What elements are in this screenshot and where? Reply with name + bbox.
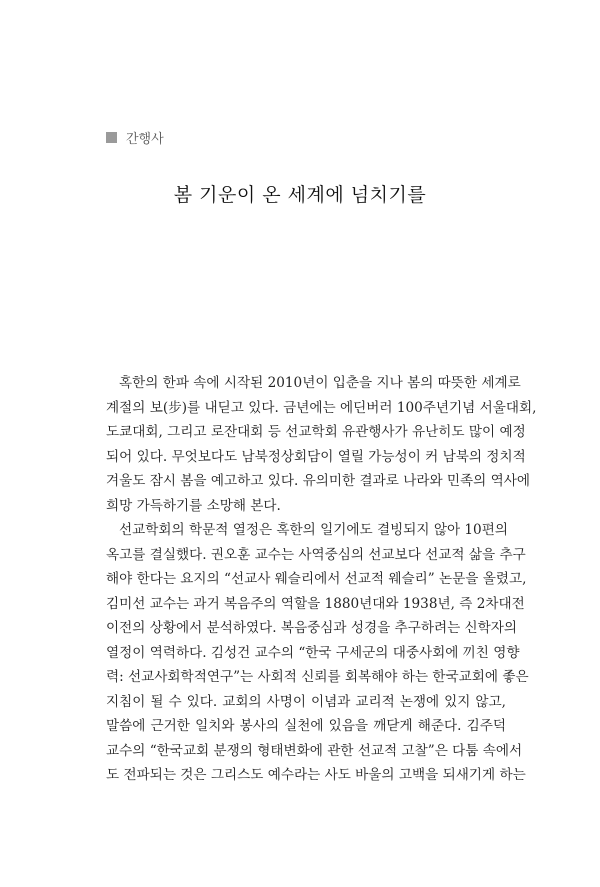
section-label — [106, 128, 164, 147]
text-line: 교수의 “한국교회 분쟁의 형태변화에 관한 선교적 고찰”은 다툼 속에서 — [106, 742, 523, 759]
text-line: 희망 가득하기를 소망해 본다. — [106, 497, 281, 514]
section-label-text: 간행사 — [126, 132, 164, 147]
text-line: 옥고를 결실했다. 권오훈 교수는 사역중심의 선교보다 선교적 삶을 추구 — [106, 546, 526, 563]
text-line: 김미선 교수는 과거 복음주의 역할을 1880년대와 1938년, 즉 2차대전 — [106, 595, 525, 612]
text-line: 도쿄대회, 그리고 로잔대회 등 선교학회 유관행사가 유난히도 많이 예정 — [106, 424, 526, 440]
text-line: 계절의 보(步)를 내딛고 있다. 금년에는 에딘버러 100주년기념 서울대회, — [106, 399, 537, 416]
text-line: 력: 선교사회학적연구”는 사회적 신뢰를 회복해야 하는 한국교회에 좋은 — [106, 669, 529, 685]
text-line: 혹한의 한파 속에 시작된 2010년이 입춘을 지나 봄의 따뜻한 세계로 — [119, 375, 521, 391]
text-line: 도 전파되는 것은 그리스도 예수라는 사도 바울의 고백을 되새기게 하는 — [106, 767, 526, 783]
square-bullet-icon — [106, 132, 117, 143]
body-text — [106, 371, 537, 788]
text-line: 열정이 역력하다. 김성건 교수의 “한국 구세군의 대중사회에 끼친 영향 — [106, 644, 520, 661]
text-line: 해야 한다는 요지의 “선교사 웨슬리에서 선교적 웨슬리” 논문을 올렸고, — [106, 571, 527, 587]
text-line: 선교학회의 학문적 열정은 혹한의 일기에도 결빙되지 않아 10편의 — [119, 522, 508, 538]
text-line: 말씀에 근거한 일치와 봉사의 실천에 있음을 깨닫게 해준다. 김주덕 — [106, 718, 506, 734]
text-line: 겨울도 잠시 봄을 예고하고 있다. 유의미한 결과로 나라와 민족의 역사에 — [106, 473, 531, 489]
text-line: 되어 있다. 무엇보다도 남북정상회담이 열릴 가능성이 커 남북의 정치적 — [106, 448, 526, 465]
text-line: 이전의 상황에서 분석하였다. 복음중심과 성경을 추구하려는 신학자의 — [106, 620, 518, 636]
text-line: 지침이 될 수 있다. 교회의 사명이 이념과 교리적 논쟁에 있지 않고, — [106, 693, 506, 710]
page-title: 봄 기운이 온 세계에 넘치기를 — [173, 184, 427, 206]
